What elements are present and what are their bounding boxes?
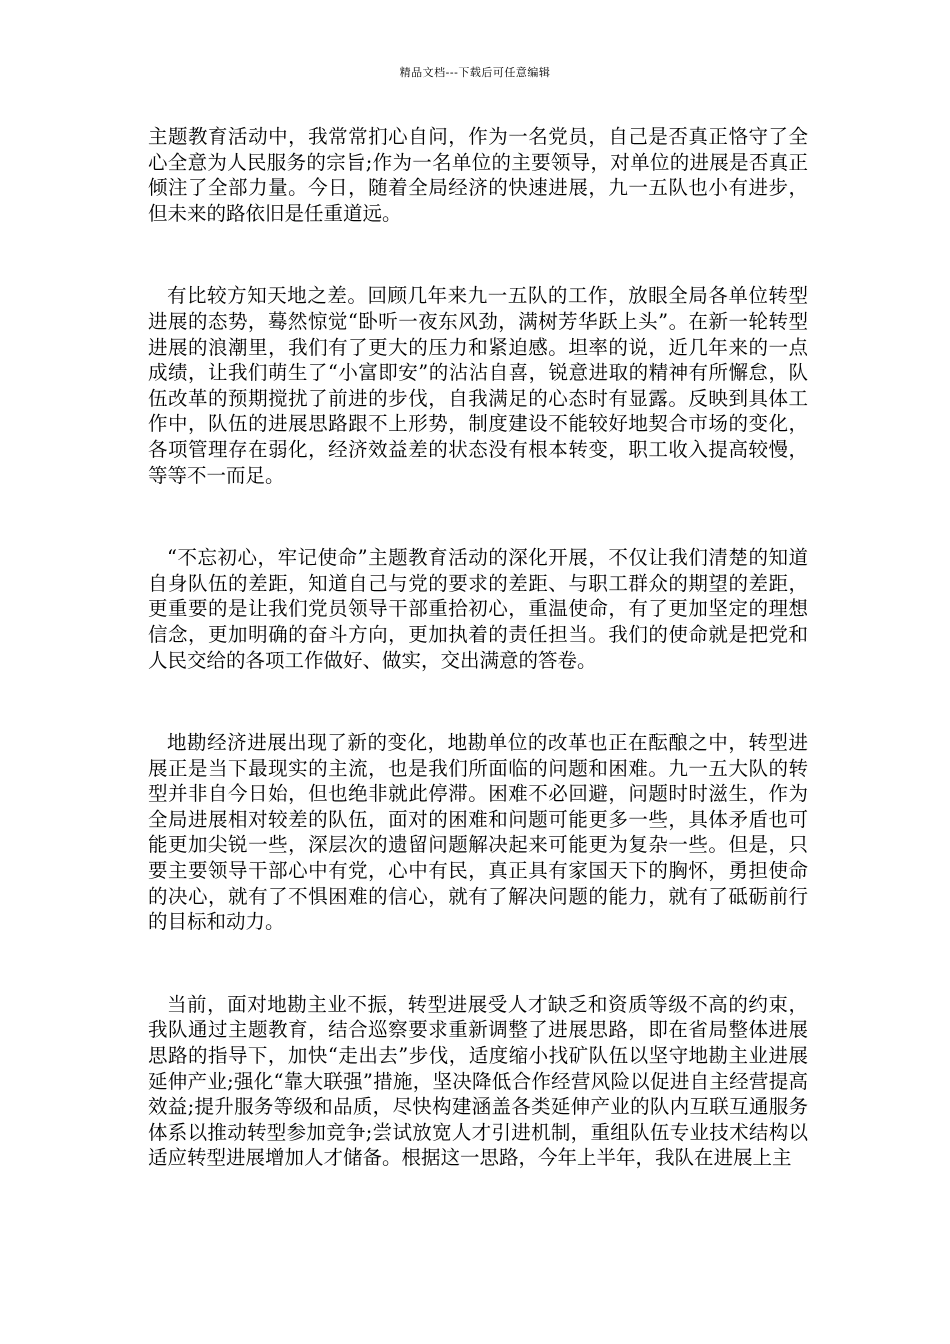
- paragraph-gap: [148, 935, 808, 992]
- paragraph-1: 主题教育活动中，我常常扪心自问，作为一名党员，自己是否真正恪守了全心全意为人民服务的宗旨;作为一名单位的主要领导，对单位的进展是否真正倾注了全部力量。今日，随着全局经济的快速进展，九一五队也小有进步，但未来的路依旧是任重道远。: [148, 125, 808, 225]
- paragraph-gap: [148, 673, 808, 730]
- paragraph-2: 有比较方知天地之差。回顾几年来九一五队的工作，放眼全局各单位转型进展的态势，蓦然惊觉“卧听一夜东风劲，满树芳华跃上头”。在新一轮转型进展的浪潮里，我们有了更大的压力和紧迫感。坦率的说，近几年来的一点成绩，让我们萌生了“小富即安”的沾沾自喜，锐意进取的精神有所懈怠，队伍改革的预期搅扰了前进的步伐，自我满足的心态时有显露。反映到具体工作中，队伍的进展思路跟不上形势，制度建设不能较好地契合市场的变化，各项管理存在弱化，经济效益差的状态没有根本转变，职工收入提高较慢，等等不一而足。: [148, 284, 808, 487]
- document-body: [148, 124, 808, 1171]
- paragraph-gap: [148, 488, 808, 545]
- paragraph-gap: [148, 226, 808, 283]
- paragraph-3: “不忘初心，牢记使命”主题教育活动的深化开展，不仅让我们清楚的知道自身队伍的差距，知道自己与党的要求的差距、与职工群众的期望的差距，更重要的是让我们党员领导干部重拾初心，重温使命，有了更加坚定的理想信念，更加明确的奋斗方向，更加执着的责任担当。我们的使命就是把党和人民交给的各项工作做好、做实，交出满意的答卷。: [148, 546, 808, 672]
- paragraph-5: 当前，面对地勘主业不振，转型进展受人才缺乏和资质等级不高的约束，我队通过主题教育，结合巡察要求重新调整了进展思路，即在省局整体进展思路的指导下，加快“走出去”步伐，适度缩小找矿队伍以坚守地勘主业进展延伸产业;强化“靠大联强”措施，坚决降低合作经营风险以促进自主经营提高效益;提升服务等级和品质，尽快构建涵盖各类延伸产业的队内互联互通服务体系以推动转型参加竞争;尝试放宽人才引进机制，重组队伍专业技术结构以适应转型进展增加人才储备。根据这一思路，今年上半年，我队在进展上主: [148, 992, 808, 1170]
- paragraph-4: 地勘经济进展出现了新的变化，地勘单位的改革也正在酝酿之中，转型进展正是当下最现实的主流，也是我们所面临的问题和困难。九一五大队的转型并非自今日始，但也绝非就此停滞。困难不必回避，问题时时滋生，作为全局进展相对较差的队伍，面对的困难和问题可能更多一些，具体矛盾也可能更加尖锐一些，深层次的遗留问题解决起来可能更为复杂一些。但是，只要主要领导干部心中有党，心中有民，真正具有家国天下的胸怀，勇担使命的决心，就有了不惧困难的信心，就有了解决问题的能力，就有了砥砺前行的目标和动力。: [148, 731, 808, 934]
- page-header: 精品文档---下载后可任意编辑: [399, 66, 551, 79]
